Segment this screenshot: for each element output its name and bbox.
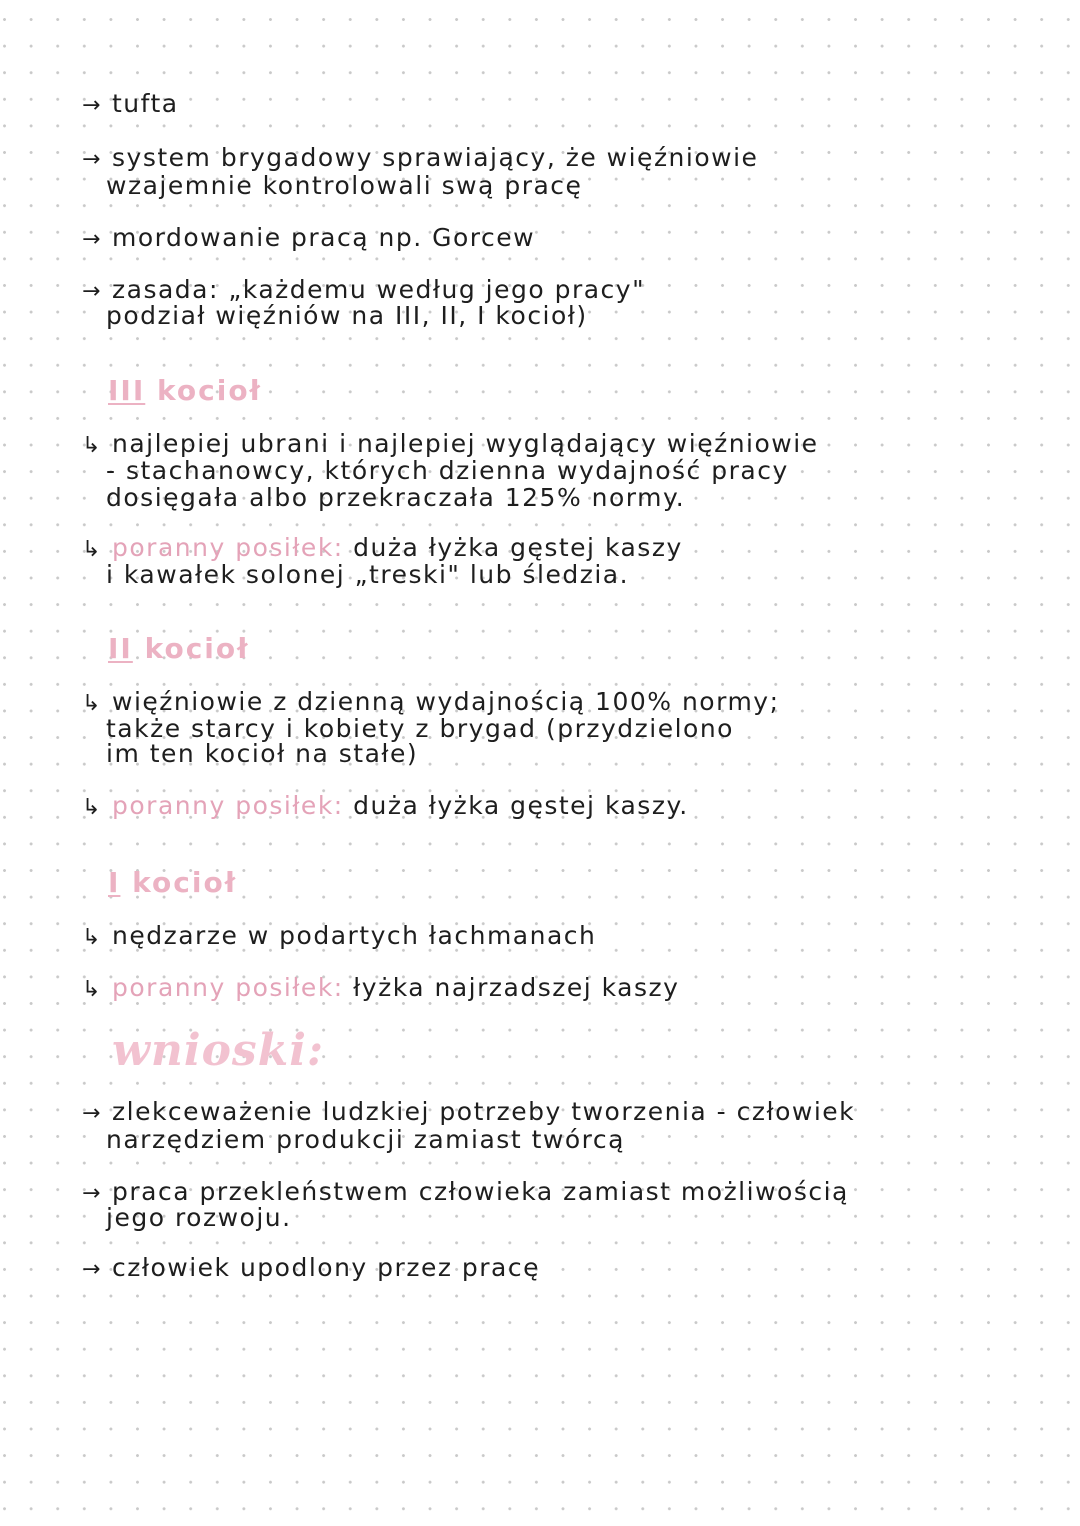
curved-arrow-icon: ↳ <box>82 433 102 458</box>
bullet-text-continued: także starcy i kobiety z brygad (przydzielono <box>106 714 734 743</box>
bullet-text-continued: narzędziem produkcji zamiast twórcą <box>106 1125 625 1154</box>
curved-arrow-icon: ↳ <box>82 537 102 562</box>
bullet-item <box>82 224 535 254</box>
bullet-text-continued: wzajemnie kontrolowali swą pracę <box>106 171 583 200</box>
bullet-text: zasada: „każdemu według jego pracy" <box>112 275 646 304</box>
bullet-text: najlepiej ubrani i najlepiej wyglądający więźniowie <box>112 429 819 458</box>
meal-item <box>82 792 689 822</box>
section-heading-kociol-3 <box>108 374 262 407</box>
meal-text: duża łyżka gęstej kaszy. <box>353 791 689 820</box>
bullet-text: mordowanie pracą np. Gorcew <box>112 223 536 252</box>
bullet-text: system brygadowy sprawiający, że więźniowie <box>112 143 759 172</box>
curved-arrow-icon: ↳ <box>82 977 102 1002</box>
bullet-text-continued: podział więźniów na III, II, I kocioł) <box>106 301 588 330</box>
roman-numeral: II <box>108 632 133 665</box>
conclusion-item <box>82 1254 540 1284</box>
section-heading-kociol-1 <box>108 866 237 899</box>
meal-text-continued: i kawałek solonej „treski" lub śledzia. <box>106 560 630 589</box>
conclusions-heading: wnioski: <box>112 1025 325 1076</box>
meal-label: poranny posiłek: <box>112 973 344 1002</box>
curved-arrow-icon: ↳ <box>82 691 102 716</box>
curved-arrow-icon: ↳ <box>82 925 102 950</box>
arrow-icon: → <box>82 1181 102 1206</box>
bullet-text: człowiek upodlony przez pracę <box>112 1253 540 1282</box>
bullet-text-continued: dosięgała albo przekraczała 125% normy. <box>106 483 686 512</box>
sub-bullet-item <box>82 922 596 952</box>
conclusion-item <box>82 1098 855 1128</box>
meal-text: łyżka najrzadszej kaszy <box>353 973 680 1002</box>
arrow-icon: → <box>82 1257 102 1282</box>
arrow-icon: → <box>82 147 102 172</box>
bullet-text: zlekceważenie ludzkiej potrzeby tworzenia - człowiek <box>112 1097 856 1126</box>
meal-label: poranny posiłek: <box>112 533 344 562</box>
bullet-text-continued: - stachanowcy, których dzienna wydajność pracy <box>106 456 789 485</box>
meal-label: poranny posiłek: <box>112 791 344 820</box>
bullet-item <box>82 144 758 174</box>
arrow-icon: → <box>82 279 102 304</box>
bullet-text: więźniowie z dzienną wydajnością 100% normy; <box>112 687 780 716</box>
bullet-text-continued: jego rozwoju. <box>106 1203 292 1232</box>
bullet-text: praca przekleństwem człowieka zamiast możliwością <box>112 1177 849 1206</box>
arrow-icon: → <box>82 1101 102 1126</box>
section-heading-kociol-2 <box>108 632 250 665</box>
meal-item <box>82 974 679 1004</box>
bullet-text: tufta <box>112 89 179 118</box>
bullet-text: nędzarze w podartych łachmanach <box>112 921 597 950</box>
roman-numeral: I <box>108 866 121 899</box>
curved-arrow-icon: ↳ <box>82 795 102 820</box>
bullet-text-continued: im ten kocioł na stałe) <box>106 739 419 768</box>
bullet-item <box>82 90 179 120</box>
section-title: kocioł <box>132 866 238 899</box>
section-title: kocioł <box>144 632 250 665</box>
roman-numeral: III <box>108 374 146 407</box>
section-title: kocioł <box>157 374 262 407</box>
arrow-icon: → <box>82 227 102 252</box>
arrow-icon: → <box>82 93 102 118</box>
meal-text: duża łyżka gęstej kaszy <box>353 533 683 562</box>
